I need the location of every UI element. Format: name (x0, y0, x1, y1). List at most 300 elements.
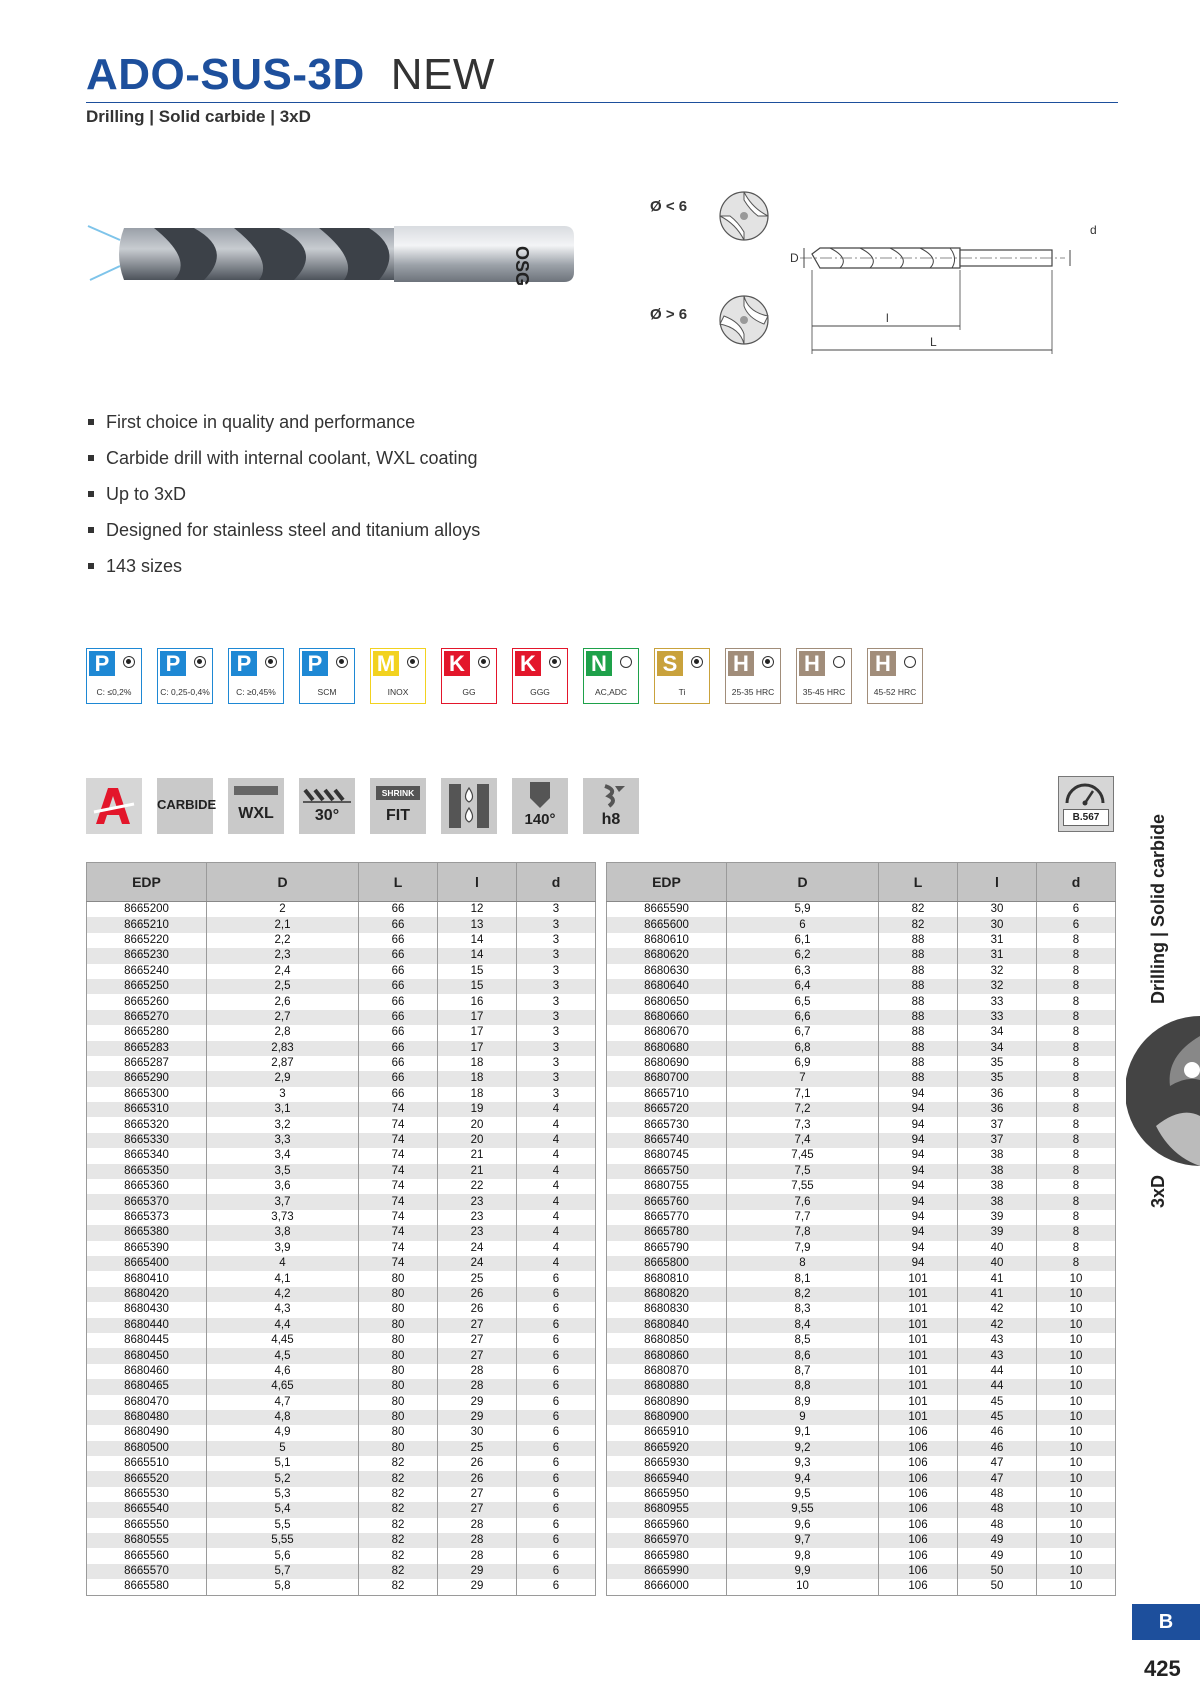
table-cell: 8 (1072, 1057, 1080, 1070)
table-cell: 8665360 (87, 1179, 207, 1194)
table-row (607, 1025, 1116, 1040)
table-cell: 10 (1069, 1549, 1083, 1562)
table-row (87, 1041, 596, 1056)
table-cell: 30 (958, 902, 1037, 918)
table-row (607, 1210, 1116, 1225)
table-cell: 8665373 (87, 1210, 207, 1225)
table-row (607, 1395, 1116, 1410)
table-cell: 43 (958, 1333, 1037, 1348)
table-cell: 8665320 (87, 1117, 207, 1132)
table-cell: 37 (958, 1117, 1037, 1132)
table-cell: 5,1 (207, 1456, 359, 1471)
table-row (87, 1379, 596, 1394)
table-row (607, 1348, 1116, 1363)
table-cell: 44 (958, 1379, 1037, 1394)
table-cell: 30 (438, 1425, 517, 1440)
table-cell: 8 (1072, 964, 1080, 977)
table-row (87, 1395, 596, 1410)
table-row (87, 994, 596, 1009)
table-cell: 94 (879, 1148, 958, 1163)
table-row (607, 1271, 1116, 1286)
table-cell: 5,3 (207, 1487, 359, 1502)
material-caption: C: ≥0,45% (236, 687, 276, 697)
table-cell: 8665970 (607, 1533, 727, 1548)
table-cell: 8680480 (87, 1410, 207, 1425)
table-cell: 40 (958, 1241, 1037, 1256)
table-cell: 80 (359, 1379, 438, 1394)
table-cell: 26 (438, 1287, 517, 1302)
table-cell: 80 (359, 1410, 438, 1425)
limited-dot-icon (620, 656, 632, 668)
material-caption: GG (462, 687, 476, 697)
table-cell: 106 (879, 1441, 958, 1456)
table-cell: 3,5 (207, 1164, 359, 1179)
header-overall-length: L (359, 863, 438, 902)
table-row (607, 1041, 1116, 1056)
material-letter: H (799, 651, 825, 676)
table-cell: 8665220 (87, 933, 207, 948)
table-cell: 8 (1037, 979, 1116, 994)
table-cell: 8665250 (87, 979, 207, 994)
table-cell: 6 (517, 1318, 596, 1333)
table-cell: 5 (207, 1441, 359, 1456)
table-cell: 8680880 (607, 1379, 727, 1394)
table-cell: 34 (958, 1041, 1037, 1056)
table-row (607, 948, 1116, 963)
table-cell: 8665370 (87, 1194, 207, 1209)
table-cell: 106 (879, 1579, 958, 1595)
table-row (87, 1441, 596, 1456)
table-cell: 8665710 (607, 1087, 727, 1102)
table-row (87, 1287, 596, 1302)
table-cell: 66 (359, 917, 438, 932)
table-row (87, 1225, 596, 1240)
table-cell: 39 (958, 1225, 1037, 1240)
table-row (87, 1102, 596, 1117)
table-cell: 10 (1069, 1518, 1083, 1531)
table-cell: 49 (958, 1548, 1037, 1563)
table-cell: 2,3 (207, 948, 359, 963)
table-row (607, 1318, 1116, 1333)
table-cell: 14 (438, 948, 517, 963)
material-letter: K (515, 651, 541, 676)
table-row (87, 1533, 596, 1548)
table-row (607, 1056, 1116, 1071)
table-row (87, 1148, 596, 1163)
table-cell: 3,6 (207, 1179, 359, 1194)
table-cell: 82 (359, 1471, 438, 1486)
table-cell: 8 (1037, 1133, 1116, 1148)
table-cell: 2,9 (207, 1071, 359, 1086)
table-cell: 50 (958, 1579, 1037, 1595)
table-cell: 8665800 (607, 1256, 727, 1271)
material-badge (299, 648, 355, 704)
table-cell: 19 (438, 1102, 517, 1117)
table-cell: 6 (552, 1364, 560, 1377)
table-cell: 8665790 (607, 1241, 727, 1256)
material-letter: S (657, 651, 683, 676)
table-cell: 9,8 (727, 1548, 879, 1563)
shrink-fit-icon: SHRINK FIT (370, 778, 426, 834)
table-cell: 3,9 (207, 1241, 359, 1256)
table-cell: 9,9 (727, 1564, 879, 1579)
coating-icon: WXL (228, 778, 284, 834)
table-cell: 8680410 (87, 1271, 207, 1286)
table-cell: 6,7 (727, 1025, 879, 1040)
table-cell: 106 (879, 1502, 958, 1517)
table-cell: 88 (879, 1041, 958, 1056)
table-cell: 3 (552, 1057, 560, 1070)
material-letter: K (444, 651, 470, 676)
table-cell: 3 (517, 1010, 596, 1025)
header-flute-length: l (438, 863, 517, 902)
table-cell: 80 (359, 1302, 438, 1317)
table-row (87, 1518, 596, 1533)
table-row (607, 933, 1116, 948)
table-cell: 8680440 (87, 1318, 207, 1333)
table-cell: 8680555 (87, 1533, 207, 1548)
table-cell: 8680755 (607, 1179, 727, 1194)
material-letter: N (586, 651, 612, 676)
material-letter: P (302, 651, 328, 676)
table-cell: 46 (958, 1441, 1037, 1456)
table-cell: 82 (879, 902, 958, 918)
table-row (87, 1333, 596, 1348)
table-cell: 23 (438, 1210, 517, 1225)
table-cell: 8680430 (87, 1302, 207, 1317)
table-cell: 8 (1037, 1164, 1116, 1179)
table-cell: 106 (879, 1425, 958, 1440)
table-cell: 66 (359, 1041, 438, 1056)
table-cell: 8665400 (87, 1256, 207, 1271)
table-cell: 74 (359, 1210, 438, 1225)
table-cell: 66 (359, 933, 438, 948)
page-number: 425 (1144, 1656, 1181, 1681)
table-row (87, 1487, 596, 1502)
table-cell: 10 (1037, 1471, 1116, 1486)
table-cell: 16 (438, 994, 517, 1009)
table-cell: 8680470 (87, 1395, 207, 1410)
table-cell: 4 (517, 1194, 596, 1209)
table-cell: 30 (958, 917, 1037, 932)
table-row (607, 1133, 1116, 1148)
page-subtitle: Drilling | Solid carbide | 3xD (86, 107, 311, 126)
limited-dot-icon (833, 656, 845, 668)
table-cell: 8665290 (87, 1071, 207, 1086)
table-cell: 8665770 (607, 1210, 727, 1225)
table-cell: 8665940 (607, 1471, 727, 1486)
table-row (87, 1087, 596, 1102)
table-cell: 8665960 (607, 1518, 727, 1533)
table-cell: 8665910 (607, 1425, 727, 1440)
table-row (607, 1010, 1116, 1025)
table-cell: 5,9 (727, 902, 879, 918)
table-cell: 28 (438, 1518, 517, 1533)
table-cell: 6 (1072, 903, 1080, 916)
material-caption: GGG (530, 687, 550, 697)
table-cell: 8680420 (87, 1287, 207, 1302)
table-cell: 8680890 (607, 1395, 727, 1410)
table-cell: 8680830 (607, 1302, 727, 1317)
table-cell: 8665950 (607, 1487, 727, 1502)
table-cell: 9 (727, 1410, 879, 1425)
table-cell: 5,5 (207, 1518, 359, 1533)
table-cell: 101 (879, 1364, 958, 1379)
table-cell: 7,2 (727, 1102, 879, 1117)
table-cell: 8665530 (87, 1487, 207, 1502)
table-cell: 6,1 (727, 933, 879, 948)
table-cell: 32 (958, 964, 1037, 979)
table-cell: 8665380 (87, 1225, 207, 1240)
material-caption: Ti (678, 687, 686, 697)
dim-l-label: l (886, 311, 889, 325)
table-cell: 6 (552, 1518, 560, 1531)
table-cell: 7,5 (727, 1164, 879, 1179)
suitable-dot-icon (691, 656, 703, 668)
material-badge (867, 648, 923, 704)
table-cell: 74 (359, 1117, 438, 1132)
table-cell: 3 (517, 1041, 596, 1056)
material-badge (725, 648, 781, 704)
table-row (607, 1087, 1116, 1102)
table-cell: 88 (879, 1056, 958, 1071)
table-cell: 8 (1037, 1194, 1116, 1209)
table-cell: 88 (879, 933, 958, 948)
table-row (87, 1502, 596, 1517)
suitable-dot-icon (407, 656, 419, 668)
size-table-left (86, 862, 596, 1596)
table-cell: 8680680 (607, 1041, 727, 1056)
table-cell: 74 (359, 1179, 438, 1194)
table-cell: 6 (552, 1457, 560, 1470)
table-cell: 8,4 (727, 1318, 879, 1333)
table-cell: 88 (879, 1010, 958, 1025)
table-cell: 74 (359, 1164, 438, 1179)
material-badge (157, 648, 213, 704)
table-cell: 6 (552, 1580, 560, 1593)
table-row (87, 1348, 596, 1363)
table-cell: 29 (438, 1410, 517, 1425)
table-cell: 27 (438, 1487, 517, 1502)
table-cell: 3,73 (207, 1210, 359, 1225)
table-cell: 4,1 (207, 1271, 359, 1286)
table-row (607, 1548, 1116, 1563)
table-cell: 8 (1037, 1225, 1116, 1240)
table-cell: 94 (879, 1102, 958, 1117)
table-cell: 66 (359, 1071, 438, 1086)
material-letter: P (231, 651, 257, 676)
table-cell: 8 (1072, 995, 1080, 1008)
table-cell: 106 (879, 1456, 958, 1471)
table-cell: 2,6 (207, 994, 359, 1009)
sidebar-category: Drilling | Solid carbide (1148, 813, 1168, 1004)
table-cell: 80 (359, 1348, 438, 1363)
table-cell: 4,8 (207, 1410, 359, 1425)
table-cell: 80 (359, 1364, 438, 1379)
table-cell: 8,7 (727, 1364, 879, 1379)
table-cell: 106 (879, 1487, 958, 1502)
table-row (607, 1502, 1116, 1517)
table-cell: 8665300 (87, 1087, 207, 1102)
table-cell: 94 (879, 1210, 958, 1225)
table-cell: 29 (438, 1579, 517, 1595)
table-cell: 3 (517, 979, 596, 994)
table-cell: 27 (438, 1333, 517, 1348)
feature-item: Designed for stainless steel and titanium alloys (86, 518, 480, 554)
table-cell: 44 (958, 1364, 1037, 1379)
table-cell: 39 (958, 1210, 1037, 1225)
table-cell: 10 (1037, 1348, 1116, 1363)
table-row (87, 933, 596, 948)
table-row (87, 917, 596, 932)
table-cell: 82 (359, 1487, 438, 1502)
table-cell: 8,8 (727, 1379, 879, 1394)
table-cell: 8665340 (87, 1148, 207, 1163)
table-cell: 10 (1069, 1303, 1083, 1316)
table-row (607, 1471, 1116, 1486)
table-cell: 8665280 (87, 1025, 207, 1040)
material-letter: M (373, 651, 399, 676)
table-cell: 9,5 (727, 1487, 879, 1502)
table-cell: 3 (207, 1087, 359, 1102)
material-letter: P (160, 651, 186, 676)
table-row (87, 1579, 596, 1595)
table-cell: 8680810 (607, 1271, 727, 1286)
feature-item: First choice in quality and performance (86, 410, 480, 446)
table-cell: 80 (359, 1318, 438, 1333)
table-cell: 8665260 (87, 994, 207, 1009)
table-cell: 10 (1037, 1379, 1116, 1394)
table-cell: 8665990 (607, 1564, 727, 1579)
table-cell: 43 (958, 1348, 1037, 1363)
table-cell: 8 (1072, 1026, 1080, 1039)
feature-item: 143 sizes (86, 554, 480, 590)
material-caption: 25-35 HRC (731, 687, 775, 697)
suitable-dot-icon (123, 656, 135, 668)
table-row (87, 948, 596, 963)
table-cell: 8680860 (607, 1348, 727, 1363)
table-cell: 10 (1037, 1287, 1116, 1302)
table-cell: 74 (359, 1256, 438, 1271)
table-row (607, 1364, 1116, 1379)
table-cell: 14 (438, 933, 517, 948)
table-cell: 6 (517, 1441, 596, 1456)
table-cell: 9,3 (727, 1456, 879, 1471)
table-cell: 2,2 (207, 933, 359, 948)
table-cell: 8680700 (607, 1071, 727, 1086)
table-row (607, 1225, 1116, 1240)
product-name: ADO-SUS-3D (86, 50, 365, 99)
table-cell: 34 (958, 1025, 1037, 1040)
table-cell: 8665310 (87, 1102, 207, 1117)
table-cell: 41 (958, 1271, 1037, 1286)
table-cell: 18 (438, 1087, 517, 1102)
table-cell: 10 (1069, 1395, 1083, 1408)
table-cell: 106 (879, 1533, 958, 1548)
table-cell: 3,1 (207, 1102, 359, 1117)
table-row (607, 1287, 1116, 1302)
table-cell: 37 (958, 1133, 1037, 1148)
material-letter: H (728, 651, 754, 676)
table-cell: 8665740 (607, 1133, 727, 1148)
table-cell: 8680630 (607, 964, 727, 979)
table-cell: 6 (517, 1348, 596, 1363)
header-d-diameter: D (207, 863, 359, 902)
table-cell: 42 (958, 1302, 1037, 1317)
table-cell: 74 (359, 1102, 438, 1117)
table-row (87, 964, 596, 979)
table-cell: 101 (879, 1318, 958, 1333)
table-cell: 15 (438, 979, 517, 994)
table-cell: 8680900 (607, 1410, 727, 1425)
table-cell: 6,8 (727, 1041, 879, 1056)
point-view-small-icon (712, 184, 776, 253)
table-cell: 23 (438, 1225, 517, 1240)
table-cell: 50 (958, 1564, 1037, 1579)
table-cell: 6 (552, 1426, 560, 1439)
point-view-large-icon (712, 288, 776, 357)
table-row (87, 1025, 596, 1040)
table-cell: 10 (1069, 1457, 1083, 1470)
table-cell: 74 (359, 1194, 438, 1209)
table-cell: 8 (1072, 1180, 1080, 1193)
table-cell: 5,55 (207, 1533, 359, 1548)
page-title (86, 50, 495, 100)
table-cell: 4 (552, 1211, 560, 1223)
table-cell: 80 (359, 1395, 438, 1410)
table-row (87, 1210, 596, 1225)
table-cell: 8680745 (607, 1148, 727, 1163)
table-cell: 8680460 (87, 1364, 207, 1379)
table-cell: 7,3 (727, 1117, 879, 1132)
table-cell: 5,7 (207, 1564, 359, 1579)
table-cell: 8 (1072, 1241, 1080, 1254)
table-cell: 4 (517, 1225, 596, 1240)
table-cell: 33 (958, 1010, 1037, 1025)
table-cell: 6 (552, 1488, 560, 1501)
table-cell: 8665200 (87, 902, 207, 918)
table-row (87, 1564, 596, 1579)
table-row (87, 1425, 596, 1440)
table-row (607, 1533, 1116, 1548)
table-cell: 4,4 (207, 1318, 359, 1333)
table-row (87, 1471, 596, 1486)
table-row (87, 1364, 596, 1379)
table-cell: 8680450 (87, 1348, 207, 1363)
table-row (87, 1133, 596, 1148)
table-row (607, 902, 1116, 918)
header-flute-length: l (958, 863, 1037, 902)
table-cell: 35 (958, 1071, 1037, 1086)
material-caption: 35-45 HRC (802, 687, 846, 697)
header-d-diameter: D (727, 863, 879, 902)
table-cell: 18 (438, 1056, 517, 1071)
table-row (87, 1194, 596, 1209)
table-cell: 10 (1069, 1426, 1083, 1439)
table-cell: 8665780 (607, 1225, 727, 1240)
table-cell: 88 (879, 964, 958, 979)
table-cell: 101 (879, 1395, 958, 1410)
material-badge (796, 648, 852, 704)
table-cell: 88 (879, 948, 958, 963)
table-cell: 106 (879, 1548, 958, 1563)
table-cell: 8 (1072, 1118, 1080, 1131)
table-cell: 94 (879, 1117, 958, 1132)
table-cell: 8665930 (607, 1456, 727, 1471)
table-cell: 8 (1037, 1102, 1116, 1117)
table-row (87, 1179, 596, 1194)
table-cell: 6 (1037, 917, 1116, 932)
